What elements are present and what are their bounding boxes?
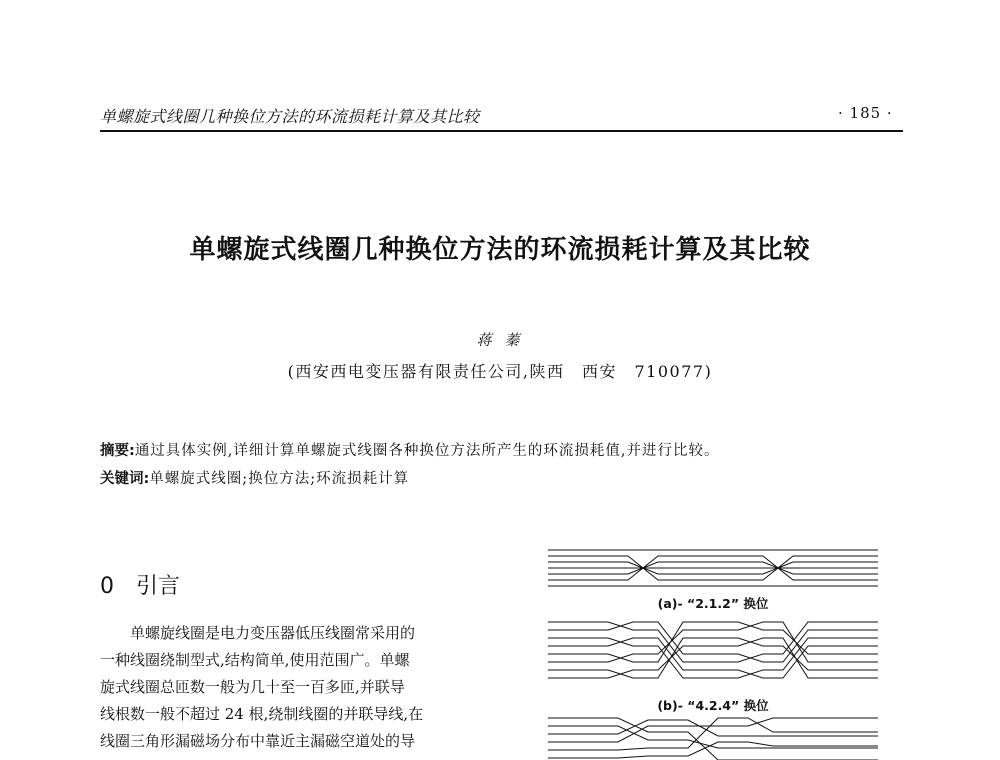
author-name: 蒋 蓁 xyxy=(476,331,524,349)
body-line: 旋式线圈总匝数一般为几十至一百多匝,并联导 xyxy=(100,678,405,696)
keywords-text: 单螺旋式线圈;换位方法;环流损耗计算 xyxy=(149,471,410,487)
figure-caption-b: (b)- “4.2.4” 换位 xyxy=(657,698,769,713)
running-header-title: 单螺旋式线圈几种换位方法的环流损耗计算及其比较 xyxy=(100,107,480,126)
keywords-label: 关键词: xyxy=(100,471,150,487)
figure-caption-a: (a)- “2.1.2” 换位 xyxy=(657,596,769,611)
abstract xyxy=(100,439,720,460)
transposition-diagram-a xyxy=(548,550,878,586)
body-line: 线圈三角形漏磁场分布中靠近主漏磁空道处的导 xyxy=(100,732,416,750)
body-paragraph xyxy=(100,620,492,755)
abstract-label: 摘要: xyxy=(100,443,135,459)
page-number: · 185 · xyxy=(838,104,893,122)
transposition-figure xyxy=(548,536,878,760)
section-title: 引言 xyxy=(136,574,181,599)
section-heading xyxy=(100,569,180,600)
article-title: 单螺旋式线圈几种换位方法的环流损耗计算及其比较 xyxy=(189,235,811,265)
transposition-diagram-c xyxy=(548,718,878,760)
header-rule xyxy=(100,130,903,132)
body-line: 单螺旋线圈是电力变压器低压线圈常采用的 xyxy=(100,624,416,642)
abstract-text: 通过具体实例,详细计算单螺旋式线圈各种换位方法所产生的环流损耗值,并进行比较。 xyxy=(134,443,720,459)
body-line: 一种线圈绕制型式,结构简单,使用范围广。单螺 xyxy=(100,651,410,669)
author-affiliation: (西安西电变压器有限责任公司,陕西 西安 710077) xyxy=(287,362,713,381)
keywords xyxy=(100,467,409,488)
transposition-diagram-b xyxy=(548,622,878,678)
section-number: 0 xyxy=(100,574,114,599)
body-line: 线根数一般不超过 24 根,绕制线圈的并联导线,在 xyxy=(100,705,424,723)
